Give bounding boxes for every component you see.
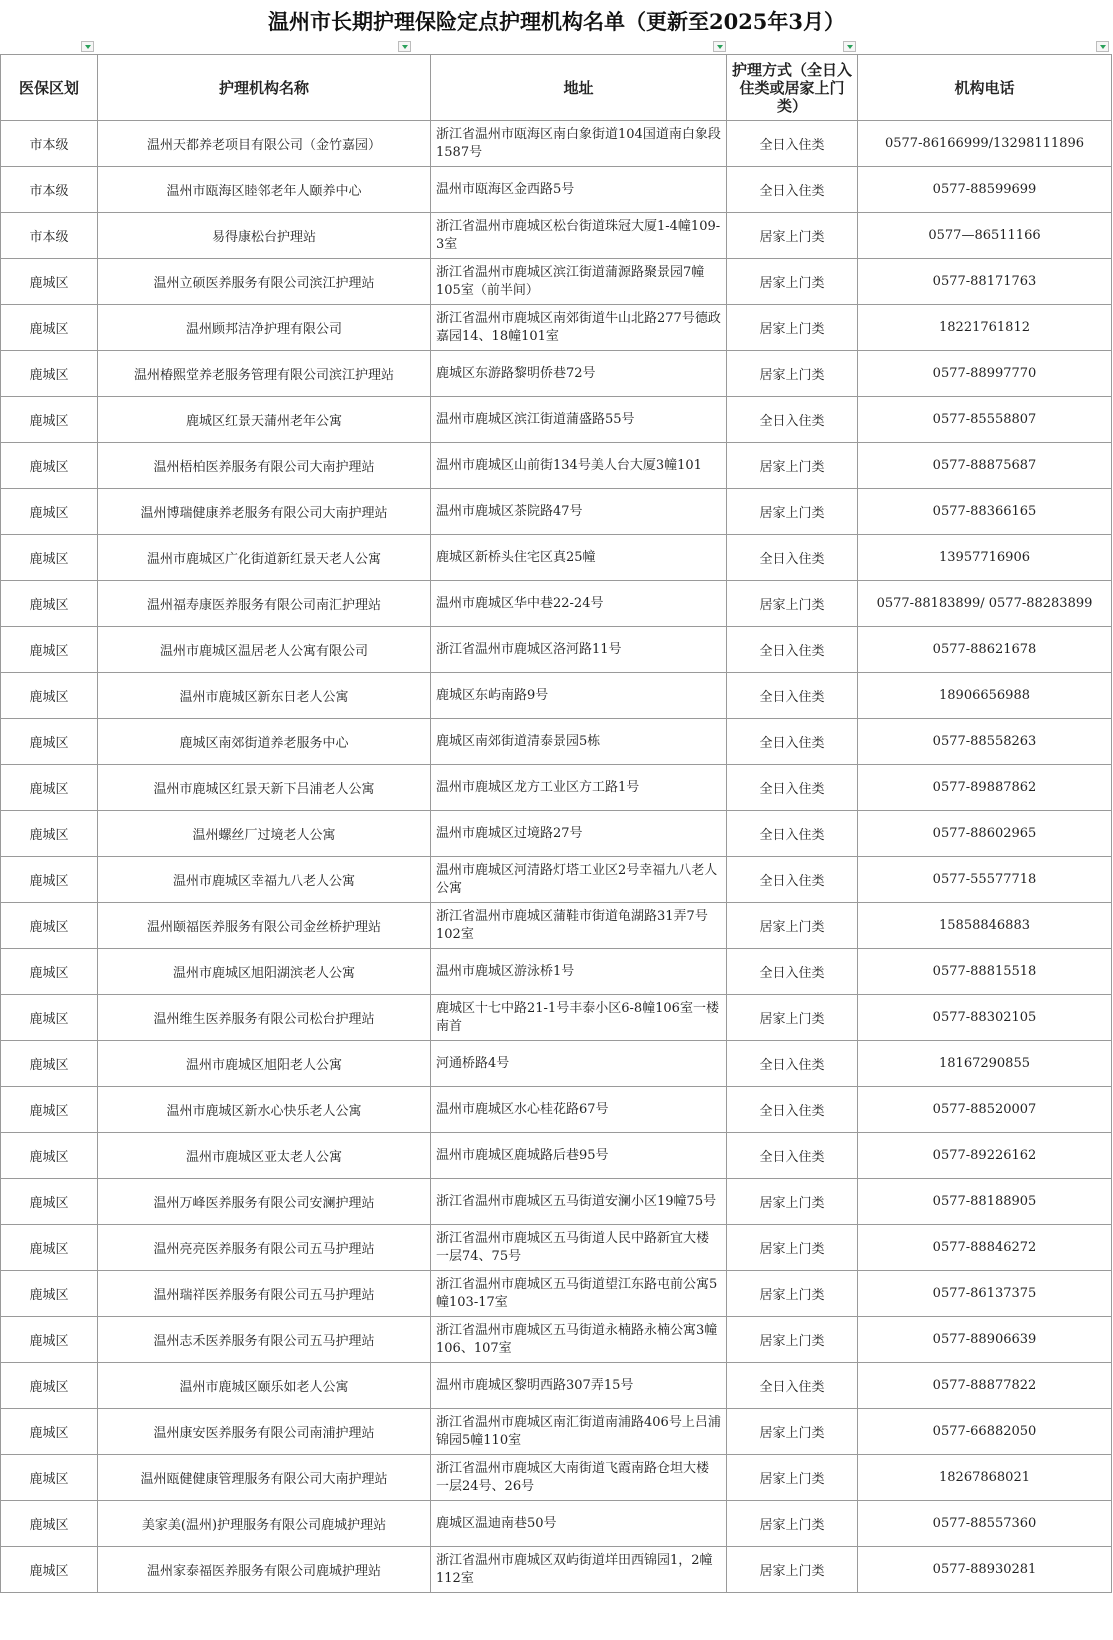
cell-district[interactable]: 鹿城区: [1, 1133, 98, 1179]
cell-address[interactable]: 浙江省温州市鹿城区蒲鞋市街道龟湖路31弄7号102室: [431, 903, 727, 949]
cell-name[interactable]: 温州顾邦洁净护理有限公司: [98, 305, 431, 351]
table-row: [1, 949, 1112, 995]
cell-name[interactable]: 温州螺丝厂过境老人公寓: [98, 811, 431, 857]
cell-district[interactable]: 鹿城区: [1, 903, 98, 949]
cell-address[interactable]: 浙江省温州市鹿城区五马街道安澜小区19幢75号: [431, 1179, 727, 1225]
cell-address[interactable]: 浙江省温州市瓯海区南白象街道104国道南白象段1587号: [431, 121, 727, 167]
cell-district[interactable]: 市本级: [1, 213, 98, 259]
cell-mode[interactable]: 居家上门类: [727, 1317, 858, 1363]
cell-mode[interactable]: 全日入住类: [727, 1041, 858, 1087]
filter-row: [0, 40, 1113, 54]
table-row: [1, 581, 1112, 627]
cell-phone[interactable]: 18221761812: [858, 305, 1112, 351]
cell-address[interactable]: 鹿城区新桥头住宅区真25幢: [431, 535, 727, 581]
cell-address[interactable]: 温州市鹿城区河清路灯塔工业区2号幸福九八老人公寓: [431, 857, 727, 903]
cell-mode[interactable]: 居家上门类: [727, 489, 858, 535]
cell-mode[interactable]: 全日入住类: [727, 811, 858, 857]
table-row: [1, 1271, 1112, 1317]
table-row: [1, 1179, 1112, 1225]
cell-address[interactable]: 温州市鹿城区山前街134号美人台大厦3幢101: [431, 443, 727, 489]
cell-mode[interactable]: 全日入住类: [727, 949, 858, 995]
cell-phone[interactable]: 0577-55577718: [858, 857, 1112, 903]
cell-phone[interactable]: 0577-85558807: [858, 397, 1112, 443]
header-district[interactable]: 医保区划: [1, 55, 98, 121]
cell-address[interactable]: 温州市鹿城区龙方工业区方工路1号: [431, 765, 727, 811]
cell-name[interactable]: 易得康松台护理站: [98, 213, 431, 259]
cell-name[interactable]: 温州市鹿城区颐乐如老人公寓: [98, 1363, 431, 1409]
cell-mode[interactable]: 居家上门类: [727, 1455, 858, 1501]
cell-district[interactable]: 鹿城区: [1, 949, 98, 995]
cell-district[interactable]: 鹿城区: [1, 627, 98, 673]
header-address[interactable]: 地址: [431, 55, 727, 121]
cell-phone[interactable]: 18906656988: [858, 673, 1112, 719]
cell-phone[interactable]: 15858846883: [858, 903, 1112, 949]
cell-mode[interactable]: 居家上门类: [727, 305, 858, 351]
cell-district[interactable]: 鹿城区: [1, 1087, 98, 1133]
cell-phone[interactable]: 0577-88366165: [858, 489, 1112, 535]
table-row: [1, 535, 1112, 581]
table-row: [1, 1041, 1112, 1087]
cell-name[interactable]: 温州家泰福医养服务有限公司鹿城护理站: [98, 1547, 431, 1593]
cell-phone[interactable]: 0577-88875687: [858, 443, 1112, 489]
filter-dropdown-icon[interactable]: [398, 41, 411, 52]
cell-address[interactable]: 温州市鹿城区鹿城路后巷95号: [431, 1133, 727, 1179]
table-row: [1, 167, 1112, 213]
cell-mode[interactable]: 居家上门类: [727, 351, 858, 397]
table-row: [1, 1363, 1112, 1409]
cell-district[interactable]: 鹿城区: [1, 673, 98, 719]
cell-name[interactable]: 温州天都养老项目有限公司（金竹嘉园）: [98, 121, 431, 167]
cell-phone[interactable]: 0577-88302105: [858, 995, 1112, 1041]
cell-name[interactable]: 温州万峰医养服务有限公司安澜护理站: [98, 1179, 431, 1225]
cell-address[interactable]: 浙江省温州市鹿城区五马街道人民中路新宜大楼一层74、75号: [431, 1225, 727, 1271]
cell-phone[interactable]: 0577-88183899/ 0577-88283899: [858, 581, 1112, 627]
cell-district[interactable]: 鹿城区: [1, 765, 98, 811]
cell-mode[interactable]: 居家上门类: [727, 995, 858, 1041]
cell-mode[interactable]: 全日入住类: [727, 765, 858, 811]
cell-phone[interactable]: 0577-88188905: [858, 1179, 1112, 1225]
cell-phone[interactable]: 0577-88930281: [858, 1547, 1112, 1593]
cell-district[interactable]: 鹿城区: [1, 1179, 98, 1225]
cell-mode[interactable]: 居家上门类: [727, 213, 858, 259]
cell-district[interactable]: 鹿城区: [1, 1501, 98, 1547]
table-row: [1, 305, 1112, 351]
cell-district[interactable]: 鹿城区: [1, 259, 98, 305]
table-row: [1, 857, 1112, 903]
table-row: [1, 719, 1112, 765]
cell-name[interactable]: 温州博瑞健康养老服务有限公司大南护理站: [98, 489, 431, 535]
cell-mode[interactable]: 全日入住类: [727, 627, 858, 673]
cell-name[interactable]: 温州市鹿城区新水心快乐老人公寓: [98, 1087, 431, 1133]
cell-district[interactable]: 鹿城区: [1, 581, 98, 627]
cell-phone[interactable]: 0577—86511166: [858, 213, 1112, 259]
cell-phone[interactable]: 0577-86166999/13298111896: [858, 121, 1112, 167]
cell-address[interactable]: 温州市鹿城区黎明西路307弄15号: [431, 1363, 727, 1409]
cell-name[interactable]: 温州市鹿城区亚太老人公寓: [98, 1133, 431, 1179]
table-row: [1, 995, 1112, 1041]
cell-mode[interactable]: 居家上门类: [727, 1271, 858, 1317]
table-row: [1, 443, 1112, 489]
cell-mode[interactable]: 全日入住类: [727, 397, 858, 443]
table-row: [1, 1501, 1112, 1547]
cell-district[interactable]: 鹿城区: [1, 1363, 98, 1409]
cell-mode[interactable]: 全日入住类: [727, 719, 858, 765]
cell-address[interactable]: 浙江省温州市鹿城区洛河路11号: [431, 627, 727, 673]
cell-district[interactable]: 鹿城区: [1, 857, 98, 903]
cell-district[interactable]: 鹿城区: [1, 1455, 98, 1501]
cell-mode[interactable]: 居家上门类: [727, 1501, 858, 1547]
filter-dropdown-icon[interactable]: [1096, 41, 1109, 52]
table-row: [1, 811, 1112, 857]
filter-dropdown-icon[interactable]: [713, 41, 726, 52]
cell-address[interactable]: 浙江省温州市鹿城区松台街道珠冠大厦1-4幢109-3室: [431, 213, 727, 259]
cell-mode[interactable]: 居家上门类: [727, 1225, 858, 1271]
table-row: [1, 213, 1112, 259]
table-row: [1, 673, 1112, 719]
cell-district[interactable]: 鹿城区: [1, 1317, 98, 1363]
cell-name[interactable]: 鹿城区南郊街道养老服务中心: [98, 719, 431, 765]
cell-phone[interactable]: 0577-88906639: [858, 1317, 1112, 1363]
cell-district[interactable]: 鹿城区: [1, 1225, 98, 1271]
cell-address[interactable]: 温州市鹿城区过境路27号: [431, 811, 727, 857]
table-row: [1, 121, 1112, 167]
cell-phone[interactable]: 18167290855: [858, 1041, 1112, 1087]
cell-phone[interactable]: 0577-88558263: [858, 719, 1112, 765]
cell-phone[interactable]: 0577-88997770: [858, 351, 1112, 397]
cell-phone[interactable]: 0577-89887862: [858, 765, 1112, 811]
cell-mode[interactable]: 全日入住类: [727, 673, 858, 719]
cell-phone[interactable]: 0577-88602965: [858, 811, 1112, 857]
cell-mode[interactable]: 全日入住类: [727, 1133, 858, 1179]
cell-name[interactable]: 温州市鹿城区幸福九八老人公寓: [98, 857, 431, 903]
cell-name[interactable]: 温州瓯健健康管理服务有限公司大南护理站: [98, 1455, 431, 1501]
cell-name[interactable]: 温州梧柏医养服务有限公司大南护理站: [98, 443, 431, 489]
header-phone[interactable]: 机构电话: [858, 55, 1112, 121]
cell-address[interactable]: 鹿城区南郊街道清泰景园5栋: [431, 719, 727, 765]
table-row: [1, 259, 1112, 305]
cell-mode[interactable]: 全日入住类: [727, 121, 858, 167]
institution-table: [0, 54, 1112, 1593]
cell-mode[interactable]: 居家上门类: [727, 259, 858, 305]
table-row: [1, 903, 1112, 949]
cell-mode[interactable]: 全日入住类: [727, 857, 858, 903]
cell-mode[interactable]: 居家上门类: [727, 1547, 858, 1593]
cell-phone[interactable]: 0577-89226162: [858, 1133, 1112, 1179]
cell-address[interactable]: 温州市鹿城区游泳桥1号: [431, 949, 727, 995]
cell-address[interactable]: 鹿城区十七中路21-1号丰泰小区6-8幢106室一楼南首: [431, 995, 727, 1041]
cell-address[interactable]: 温州市瓯海区金西路5号: [431, 167, 727, 213]
cell-phone[interactable]: 0577-88171763: [858, 259, 1112, 305]
cell-phone[interactable]: 0577-88621678: [858, 627, 1112, 673]
cell-name[interactable]: 温州椿熙堂养老服务管理有限公司滨江护理站: [98, 351, 431, 397]
cell-mode[interactable]: 居家上门类: [727, 1409, 858, 1455]
cell-name[interactable]: 温州市鹿城区红景天新下吕浦老人公寓: [98, 765, 431, 811]
cell-phone[interactable]: 0577-88846272: [858, 1225, 1112, 1271]
cell-name[interactable]: 温州亮亮医养服务有限公司五马护理站: [98, 1225, 431, 1271]
filter-dropdown-icon[interactable]: [843, 41, 856, 52]
table-row: [1, 627, 1112, 673]
table-row: [1, 1409, 1112, 1455]
cell-name[interactable]: 温州市鹿城区旭阳湖滨老人公寓: [98, 949, 431, 995]
cell-name[interactable]: 温州立硕医养服务有限公司滨江护理站: [98, 259, 431, 305]
cell-name[interactable]: 鹿城区红景天蒲州老年公寓: [98, 397, 431, 443]
table-body: [1, 121, 1112, 1593]
cell-address[interactable]: 温州市鹿城区茶院路47号: [431, 489, 727, 535]
page-title: 温州市长期护理保险定点护理机构名单（更新至2025年3月）: [267, 9, 846, 34]
cell-mode[interactable]: 全日入住类: [727, 1363, 858, 1409]
cell-address[interactable]: 温州市鹿城区华中巷22-24号: [431, 581, 727, 627]
cell-phone[interactable]: 0577-66882050: [858, 1409, 1112, 1455]
cell-mode[interactable]: 居家上门类: [727, 443, 858, 489]
cell-name[interactable]: 温州市瓯海区睦邻老年人颐养中心: [98, 167, 431, 213]
table-row: [1, 397, 1112, 443]
cell-address[interactable]: 河通桥路4号: [431, 1041, 727, 1087]
table-row: [1, 1317, 1112, 1363]
cell-address[interactable]: 温州市鹿城区滨江街道蒲盛路55号: [431, 397, 727, 443]
cell-district[interactable]: 鹿城区: [1, 1409, 98, 1455]
cell-mode[interactable]: 全日入住类: [727, 167, 858, 213]
cell-name[interactable]: 温州志禾医养服务有限公司五马护理站: [98, 1317, 431, 1363]
cell-district[interactable]: 鹿城区: [1, 719, 98, 765]
cell-address[interactable]: 鹿城区温迪南巷50号: [431, 1501, 727, 1547]
cell-mode[interactable]: 居家上门类: [727, 1179, 858, 1225]
header-row: [1, 55, 1112, 121]
table-row: [1, 1455, 1112, 1501]
cell-mode[interactable]: 居家上门类: [727, 581, 858, 627]
filter-dropdown-icon[interactable]: [81, 41, 94, 52]
cell-name[interactable]: 温州福寿康医养服务有限公司南汇护理站: [98, 581, 431, 627]
cell-district[interactable]: 鹿城区: [1, 397, 98, 443]
cell-name[interactable]: 温州康安医养服务有限公司南浦护理站: [98, 1409, 431, 1455]
table-row: [1, 1087, 1112, 1133]
cell-phone[interactable]: 0577-86137375: [858, 1271, 1112, 1317]
cell-phone[interactable]: 0577-88815518: [858, 949, 1112, 995]
table-row: [1, 489, 1112, 535]
cell-mode[interactable]: 居家上门类: [727, 903, 858, 949]
cell-address[interactable]: 浙江省温州市鹿城区五马街道永楠路永楠公寓3幢106、107室: [431, 1317, 727, 1363]
cell-district[interactable]: 鹿城区: [1, 489, 98, 535]
header-mode[interactable]: 护理方式（全日入住类或居家上门类）: [727, 55, 858, 121]
cell-phone[interactable]: 13957716906: [858, 535, 1112, 581]
cell-mode[interactable]: 全日入住类: [727, 1087, 858, 1133]
cell-mode[interactable]: 全日入住类: [727, 535, 858, 581]
table-row: [1, 1133, 1112, 1179]
cell-name[interactable]: 温州颐福医养服务有限公司金丝桥护理站: [98, 903, 431, 949]
cell-district[interactable]: 市本级: [1, 167, 98, 213]
cell-district[interactable]: 鹿城区: [1, 1041, 98, 1087]
cell-district[interactable]: 鹿城区: [1, 305, 98, 351]
cell-address[interactable]: 浙江省温州市鹿城区五马街道望江东路屯前公寓5幢103-17室: [431, 1271, 727, 1317]
cell-phone[interactable]: 0577-88520007: [858, 1087, 1112, 1133]
table-row: [1, 1225, 1112, 1271]
cell-address[interactable]: 浙江省温州市鹿城区大南街道飞霞南路仓坦大楼一层24号、26号: [431, 1455, 727, 1501]
cell-name[interactable]: 温州市鹿城区广化街道新红景天老人公寓: [98, 535, 431, 581]
cell-phone[interactable]: 0577-88877822: [858, 1363, 1112, 1409]
table-row: [1, 351, 1112, 397]
cell-address[interactable]: 鹿城区东游路黎明侨巷72号: [431, 351, 727, 397]
header-name[interactable]: 护理机构名称: [98, 55, 431, 121]
cell-district[interactable]: 鹿城区: [1, 995, 98, 1041]
cell-district[interactable]: 鹿城区: [1, 1271, 98, 1317]
cell-name[interactable]: 温州维生医养服务有限公司松台护理站: [98, 995, 431, 1041]
cell-name[interactable]: 温州市鹿城区旭阳老人公寓: [98, 1041, 431, 1087]
cell-phone[interactable]: 0577-88599699: [858, 167, 1112, 213]
cell-name[interactable]: 温州市鹿城区温居老人公寓有限公司: [98, 627, 431, 673]
cell-address[interactable]: 温州市鹿城区水心桂花路67号: [431, 1087, 727, 1133]
cell-address[interactable]: 浙江省温州市鹿城区南汇街道南浦路406号上吕浦锦园5幢110室: [431, 1409, 727, 1455]
cell-address[interactable]: 浙江省温州市鹿城区滨江街道蒲源路聚景园7幢105室（前半间）: [431, 259, 727, 305]
cell-address[interactable]: 鹿城区东屿南路9号: [431, 673, 727, 719]
cell-district[interactable]: 鹿城区: [1, 535, 98, 581]
cell-district[interactable]: 鹿城区: [1, 1547, 98, 1593]
cell-district[interactable]: 鹿城区: [1, 811, 98, 857]
cell-address[interactable]: 浙江省温州市鹿城区南郊街道牛山北路277号德政嘉园14、18幢101室: [431, 305, 727, 351]
cell-phone[interactable]: 18267868021: [858, 1455, 1112, 1501]
table-row: [1, 765, 1112, 811]
cell-phone[interactable]: 0577-88557360: [858, 1501, 1112, 1547]
table-row: [1, 1547, 1112, 1593]
cell-address[interactable]: 浙江省温州市鹿城区双屿街道垟田西锦园1，2幢112室: [431, 1547, 727, 1593]
cell-district[interactable]: 鹿城区: [1, 443, 98, 489]
cell-name[interactable]: 美家美(温州)护理服务有限公司鹿城护理站: [98, 1501, 431, 1547]
cell-district[interactable]: 鹿城区: [1, 351, 98, 397]
cell-name[interactable]: 温州瑞祥医养服务有限公司五马护理站: [98, 1271, 431, 1317]
cell-district[interactable]: 市本级: [1, 121, 98, 167]
cell-name[interactable]: 温州市鹿城区新东日老人公寓: [98, 673, 431, 719]
